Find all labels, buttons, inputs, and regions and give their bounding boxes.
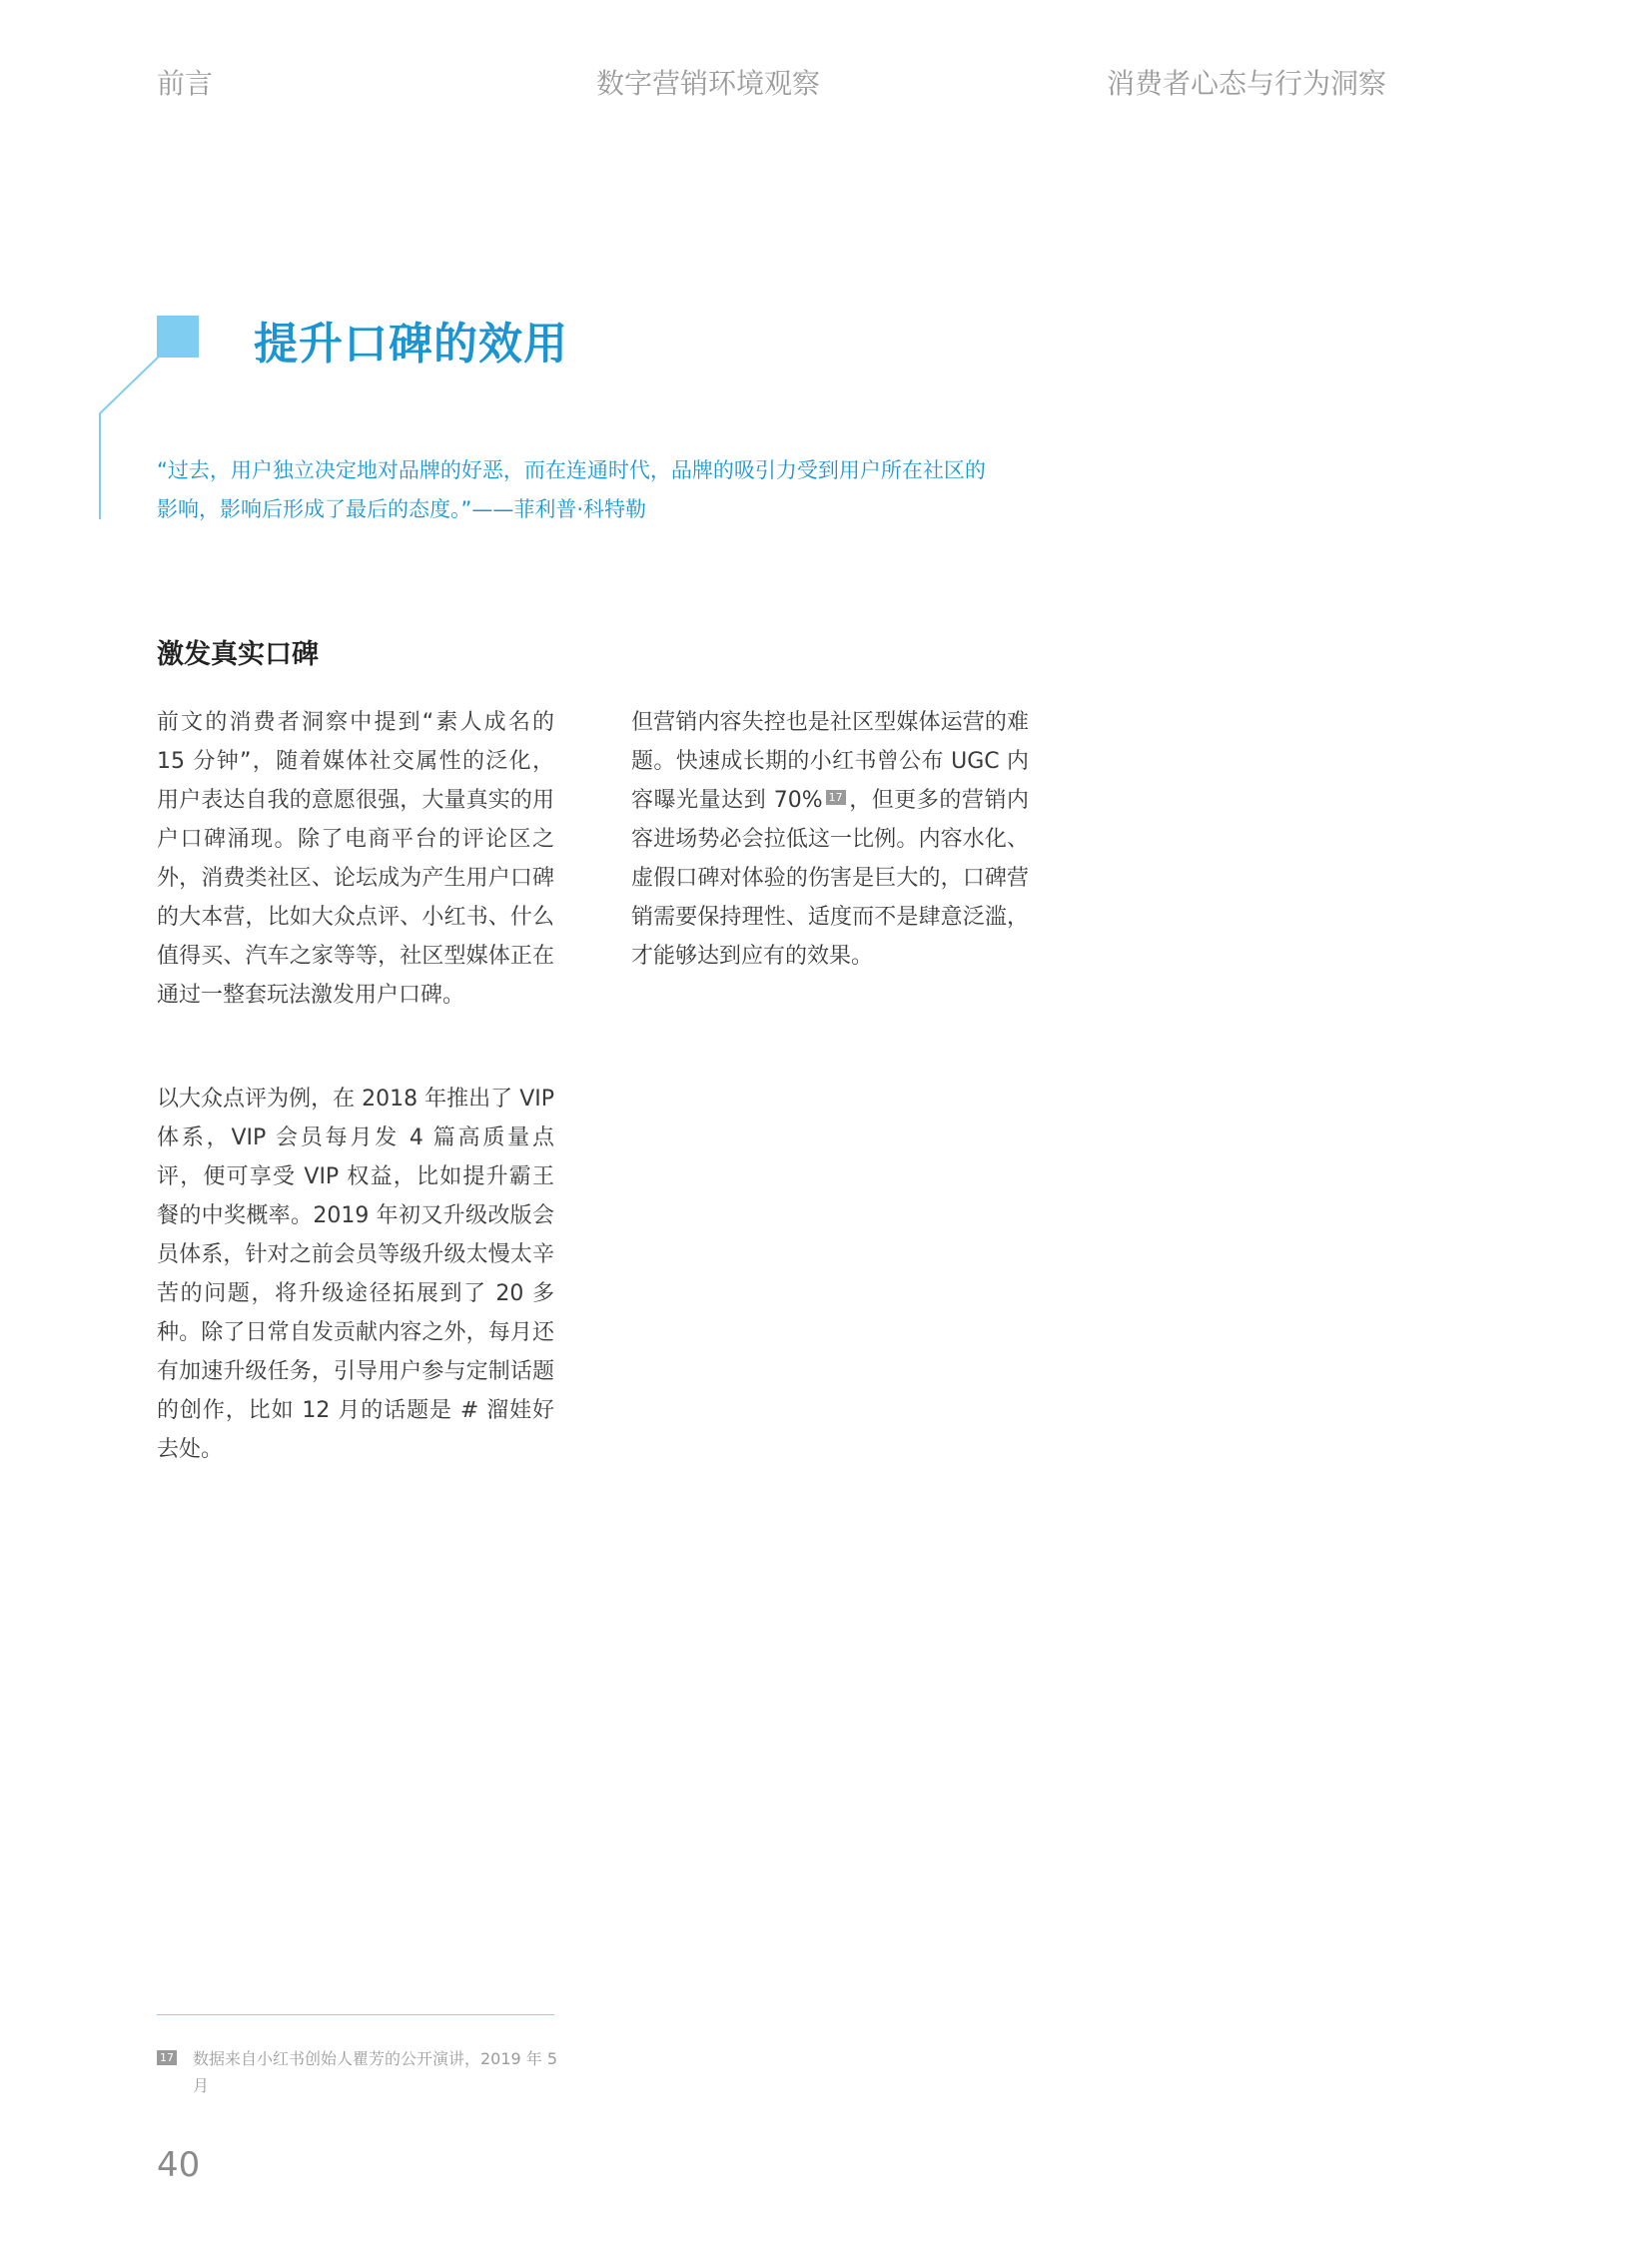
section-title: 提升口碑的效用 [254, 319, 568, 370]
quote-line-1: “过去，用户独立决定地对品牌的好恶，而在连通时代，品牌的吸引力受到用户所在社区的 [157, 458, 986, 482]
nav-tab-consumer-insight[interactable]: 消费者心态与行为洞察 [1107, 67, 1387, 100]
title-marker-square [157, 316, 199, 358]
para-3-text-before: 但营销内容失控也是社区型媒体运营的难题。快速成长期的小红书曾公布 UGC 内容曝光量达到 70% [631, 710, 1029, 813]
section-quote [157, 451, 1036, 529]
footnote [157, 2045, 576, 2099]
para-3-text-after: ，但更多的营销内容进场势必会拉低这一比例。内容水化、虚假口碑对体验的伤害是巨大的，口碑营销需要保持理性、适度而不是肆意泛滥，才能够达到应有的效果。 [631, 788, 1029, 969]
footnote-number: 17 [157, 2050, 177, 2065]
nav-tab-preface[interactable]: 前言 [157, 67, 214, 100]
body-paragraph-1: 前文的消费者洞察中提到“素人成名的 15 分钟”，随着媒体社交属性的泛化，用户表达自我的意愿很强，大量真实的用户口碑涌现。除了电商平台的评论区之外，消费类社区、论坛成为产生用户口碑的大本营，比如大众点评、小红书、什么值得买、汽车之家等等，社区型媒体正在通过一整套玩法激发用户口碑。 [157, 710, 554, 1008]
body-paragraph-2: 以大众点评为例，在 2018 年推出了 VIP 体系，VIP 会员每月发 4 篇高质量点评，便可享受 VIP 权益，比如提升霸王餐的中奖概率。2019 年初又升级改版会员体系，针对之前会员等级升级太慢太辛苦的问题，将升级途径拓展到了 20 多种。除了日常自发贡献内容之外，每月还有加速升级任务，引导用户参与定制话题的创作，比如 12 月的话题是 # 溜娃好去处。 [157, 1087, 554, 1462]
subheading: 激发真实口碑 [157, 639, 319, 670]
footnote-reference[interactable]: 17 [826, 790, 846, 805]
quote-line-2: 影响，影响后形成了最后的态度。”——菲利普·科特勒 [157, 497, 647, 521]
decorative-corner-line [96, 354, 166, 523]
nav-tab-digital-marketing[interactable]: 数字营销环境观察 [596, 67, 821, 100]
footnote-text: 数据来自小红书创始人瞿芳的公开演讲，2019 年 5 月 [193, 2049, 558, 2095]
body-paragraph-3 [631, 703, 1029, 976]
page-number: 40 [157, 2145, 201, 2185]
footnote-divider [157, 2014, 554, 2015]
